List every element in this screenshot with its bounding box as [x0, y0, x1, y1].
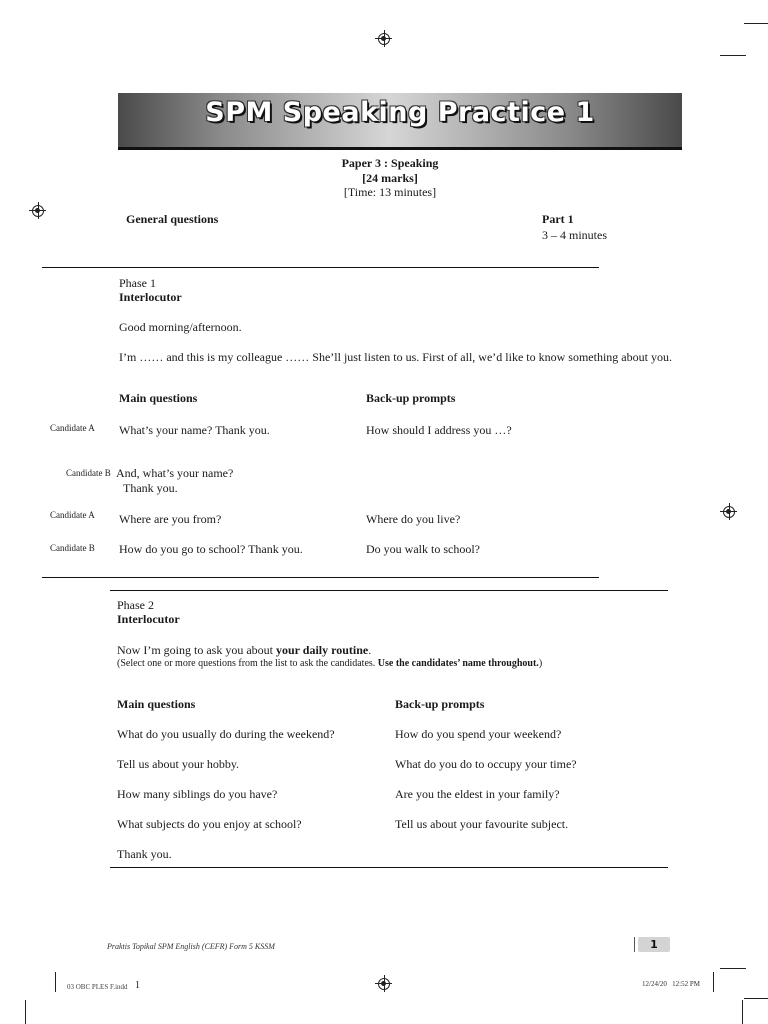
intro-text: I’m …… and this is my colleague …… She’ll just listen to us. First of all, we’d like to know something about you. — [119, 350, 672, 364]
general-questions-heading: General questions — [126, 212, 219, 226]
candidate-label: Candidate A — [50, 510, 95, 520]
registration-mark-icon — [378, 978, 390, 990]
crop-mark — [720, 55, 746, 56]
crop-mark — [713, 972, 714, 992]
registration-mark-icon — [32, 205, 44, 217]
candidate-label: Candidate A — [50, 423, 95, 433]
main-question: Tell us about your hobby. — [117, 757, 240, 771]
topic-intro-text: Now I’m going to ask you about — [117, 643, 276, 657]
main-questions-heading: Main questions — [119, 391, 198, 405]
registration-mark-icon — [378, 33, 390, 45]
candidate-label: Candidate B — [50, 543, 95, 553]
candidate-label: Candidate B — [66, 468, 111, 478]
part-label: Part 1 — [542, 212, 574, 226]
duration-label: 3 – 4 minutes — [542, 228, 607, 242]
crop-mark — [25, 1000, 26, 1024]
interlocutor-label: Interlocutor — [117, 612, 180, 626]
backup-prompt: What do you do to occupy your time? — [395, 757, 577, 771]
instruction-text — [117, 658, 542, 669]
topic-intro-end: . — [368, 643, 372, 657]
main-question: What’s your name? Thank you. — [119, 423, 270, 437]
divider — [110, 867, 668, 868]
closing-text: Thank you. — [117, 847, 172, 861]
book-title: Praktis Topikal SPM English (CEFR) Form 5 KSSM — [107, 942, 275, 951]
interlocutor-label: Interlocutor — [119, 290, 182, 304]
divider — [42, 267, 599, 268]
phase-label: Phase 2 — [117, 598, 154, 612]
paper-label: Paper 3 : Speaking — [341, 156, 439, 170]
crop-mark — [744, 23, 768, 24]
instruction-body: Select one or more questions from the list to ask the candidates. — [120, 658, 378, 669]
main-question: What subjects do you enjoy at school? — [117, 817, 302, 831]
crop-mark — [742, 1000, 743, 1024]
greeting-text: Good morning/afternoon. — [119, 320, 242, 334]
divider — [42, 577, 599, 578]
divider — [110, 590, 668, 591]
main-question: How many siblings do you have? — [117, 787, 278, 801]
main-question: How do you go to school? Thank you. — [119, 542, 303, 556]
backup-prompt: Are you the eldest in your family? — [395, 787, 560, 801]
main-questions-heading: Main questions — [117, 697, 196, 711]
backup-prompt: Where do you live? — [366, 512, 461, 526]
main-question: And, what’s your name? — [116, 466, 234, 480]
crop-mark — [55, 972, 56, 992]
registration-mark-icon — [723, 506, 735, 518]
page-title: SPM Speaking Practice 1 — [205, 97, 595, 128]
main-question: What do you usually do during the weekend? — [117, 727, 335, 741]
backup-prompt: Do you walk to school? — [366, 542, 480, 556]
page-bracket — [634, 937, 635, 952]
title-banner — [118, 93, 682, 150]
main-question: Thank you. — [123, 481, 178, 495]
instruction-paren: ) — [538, 658, 543, 669]
main-question: Where are you from? — [119, 512, 222, 526]
topic-name: your daily routine — [275, 643, 369, 657]
slug-timestamp: 12/24/20 12:52 PM — [642, 980, 700, 988]
slug-page: 1 — [135, 980, 140, 991]
backup-prompt: Tell us about your favourite subject. — [395, 817, 569, 831]
slug-filename: 03 OBC PLES F.indd — [67, 983, 128, 991]
marks-label: [24 marks] — [362, 171, 418, 185]
backup-prompt: How do you spend your weekend? — [395, 727, 562, 741]
backup-prompt: How should I address you …? — [366, 423, 512, 437]
instruction-emphasis: Use the candidates’ name throughout. — [377, 658, 539, 669]
topic-intro — [117, 643, 371, 658]
crop-mark — [720, 968, 746, 969]
crop-mark — [744, 998, 768, 999]
backup-prompts-heading: Back-up prompts — [366, 391, 456, 405]
instruction-paren: ( — [117, 658, 121, 669]
time-label: [Time: 13 minutes] — [343, 185, 437, 199]
phase-label: Phase 1 — [119, 276, 156, 290]
page-number: 1 — [638, 937, 670, 952]
backup-prompts-heading: Back-up prompts — [395, 697, 485, 711]
